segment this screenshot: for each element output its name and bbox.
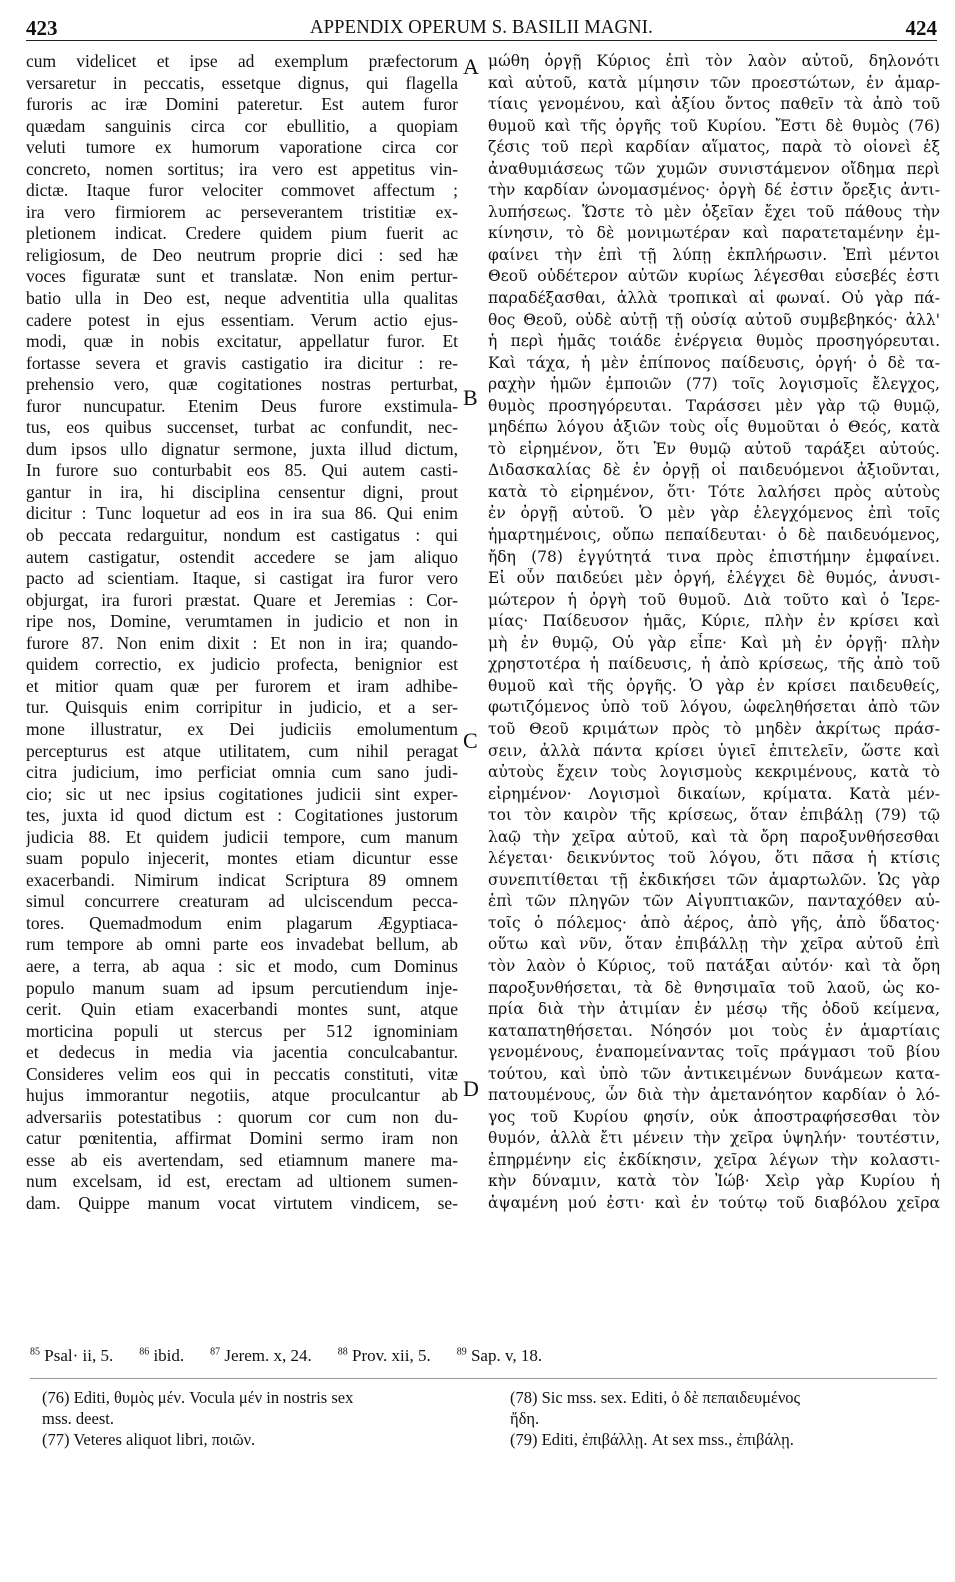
greek-text-line: τὴν καρδίαν ὠνομασμένος· ὀργὴ δέ ἐστιν ὄρεξις ἀντι- bbox=[488, 181, 940, 200]
greek-text-line: θυμόν, ἀλλὰ ἔτι μένειν τὴν χεῖρα ὑψηλήν· τουτέστιν, bbox=[488, 1129, 940, 1148]
greek-text-line: μηδέπω λόγου ἀξιῶν τοὺς οἷς θυμοῦται ὁ Θεός, κατὰ bbox=[488, 418, 940, 437]
greek-text-line: μίας· Παίδευσον ἡμᾶς, Κύριε, πλὴν ἐν κρίσει καὶ bbox=[488, 612, 940, 631]
greek-text-line: μώθη ὀργῇ Κύριος ἐπὶ τὸν λαὸν αὐτοῦ, δηλονότι bbox=[488, 52, 940, 70]
greek-text-line: τοῦ Θεοῦ κριμάτων πρὸς τὸ μηδὲν ἀκρίτως πράσ- bbox=[488, 719, 940, 738]
latin-text-line: cio; sic ut nec ipsius cogitationes judicii sint exper- bbox=[26, 783, 458, 804]
latin-text-line: versaretur in peccatis, essetque dignus, qui flagella bbox=[26, 72, 458, 93]
greek-text-line: σειν, ἀλλὰ πάντα κρίσει ὑγιεῖ ἐπιτελεῖν, ὥστε καὶ bbox=[488, 741, 940, 760]
page-number-left: 423 bbox=[26, 16, 58, 40]
greek-text-line: ἐπὶ τῶν πληγῶν τῶν Αἰγυπτιακῶν, πανταχόθεν αὐ- bbox=[488, 892, 940, 911]
latin-text-line: esse ab eis avertendam, sed etiamnum manere ma- bbox=[26, 1149, 458, 1170]
greek-text-line: μώτερον ἡ ὀργὴ τοῦ θυμοῦ. Διὰ τοῦτο καὶ ὁ Ἱερε- bbox=[488, 590, 940, 609]
greek-text-line: ζέσις τοῦ περὶ καρδίαν αἵματος, παρὰ τὸ οἱονεὶ ἐξ bbox=[488, 138, 940, 157]
reference-number: 87 bbox=[210, 1346, 221, 1358]
latin-text-line: furore 87. Non enim dixit : Et non in ira; quando- bbox=[26, 632, 458, 653]
section-marker-a: A bbox=[463, 54, 479, 79]
greek-column bbox=[488, 51, 940, 1215]
latin-text-line: modi, quæ in nobis excitatur, appellatur furor. Et bbox=[26, 331, 458, 352]
reference-text: Sap. v, 18. bbox=[466, 1346, 543, 1365]
latin-text-line: suam populo injecerit, montes etiam dicuntur esse bbox=[26, 848, 458, 869]
section-marker-c: C bbox=[463, 728, 478, 753]
greek-text-line: καταπατηθήσεται. Νόησόν μοι τοὺς ἐν ἁμαρτίαις bbox=[488, 1021, 940, 1040]
greek-text-line: τοῖς ὁ πόλεμος· ἀπὸ ἀέρος, ἀπὸ γῆς, ἀπὸ ὕδατος· bbox=[488, 913, 940, 932]
latin-text-line: gantur in ira, hi disciplina censentur digni, prout bbox=[26, 481, 458, 502]
notes-right bbox=[510, 1387, 940, 1450]
greek-text-line: πατουμένους, ὧν διὰ τὴν ἀμετανόητον καρδίαν ὁ λό- bbox=[488, 1086, 940, 1105]
greek-text-line: Διδασκαλίας δὲ ἐν ὀργῇ οἱ παιδευόμενοι ἀξιοῦνται, bbox=[488, 461, 940, 480]
reference-text: Prov. xii, 5. bbox=[347, 1346, 431, 1365]
scripture-reference bbox=[30, 1346, 113, 1365]
latin-text-line: cadere potest in ejus essentiam. Verum actio ejus- bbox=[26, 309, 458, 330]
running-title: APPENDIX OPERUM S. BASILII MAGNI. bbox=[309, 16, 654, 38]
latin-text-line: fortasse severa et gravis castigatio ira dicitur : re- bbox=[26, 352, 458, 373]
latin-text-line: veluti tumore ex humorum vaporatione circa cor bbox=[26, 137, 458, 158]
greek-text-line: Θεοῦ οὐδέτερον αὐτῶν κυρίως λέγεσθαι εὐσεβές ἐστι bbox=[488, 267, 940, 286]
section-marker-d: D bbox=[463, 1076, 479, 1101]
greek-text-line: Εἰ οὖν παιδεύει μὲν ὀργή, ἐλέγχει δὲ θυμός, ἀνυσι- bbox=[488, 569, 940, 588]
note-line: (78) Sic mss. sex. Editi, ὁ δὲ πεπαιδευμένος bbox=[510, 1388, 801, 1407]
latin-text-line: dictæ. Itaque furor velociter commovet affectum ; bbox=[26, 180, 458, 201]
greek-text-line: τὸν λαὸν ὁ Κύριος, τοῦ πατάξαι αὐτόν· καὶ τὰ ὄρη bbox=[488, 956, 940, 975]
greek-text-line: λυπήσεως. Ὥστε τὸ μὲν ὀξεῖαν ἔχει τοῦ πάθους τὴν bbox=[488, 202, 940, 221]
greek-text-line: καὶ αὐτοῦ, κατὰ μίμησιν τῶν προεστώτων, ἐν ἁμαρ- bbox=[488, 73, 940, 92]
latin-text-line: tores. Quemadmodum enim plagarum Ægyptiaca- bbox=[26, 912, 458, 933]
latin-text-line: judicia 88. Et quidem judicii tempore, cum manum bbox=[26, 826, 458, 847]
greek-text-line: Καὶ τάχα, ἡ μὲν ἐπίπονος παίδευσις, ὀργή· ὁ δὲ τα- bbox=[488, 353, 940, 372]
greek-text-line: θυμοῦ καὶ τῆς ὀργῆς. Ὁ γὰρ ἐν κρίσει παιδευθείς, bbox=[488, 676, 940, 695]
latin-text-line: ira vero firmiorem ac perseverantem tristitiæ ex- bbox=[26, 201, 458, 222]
latin-text-line: quidem correctio, ex judicio profecta, benignior est bbox=[26, 654, 458, 675]
latin-text-line: voces figuratæ sunt et translatæ. Non enim pertur- bbox=[26, 266, 458, 287]
latin-text-line: percepturus est atque utilitatem, cum nihil peragat bbox=[26, 740, 458, 761]
scripture-reference bbox=[338, 1346, 431, 1365]
latin-text-line: autem castigatur, ostendit accedere se jam aliquo bbox=[26, 546, 458, 567]
greek-text-line: μὴ ἐν θυμῷ, Οὐ γὰρ εἶπε· Καὶ μὴ ἐν ὀργῇ· πλὴν bbox=[488, 633, 940, 652]
greek-text-line: φωτιζόμενος ὑπὸ τοῦ λόγου, ὠφεληθήσεται ἀπὸ τῶν bbox=[488, 698, 940, 717]
reference-text: Jerem. x, 24. bbox=[220, 1346, 312, 1365]
greek-text-line: ἁψαμένη μού ἐστι· καὶ ἐν τούτῳ τοῦ διαβόλου χεῖρα bbox=[488, 1193, 940, 1212]
reference-number: 86 bbox=[139, 1346, 150, 1358]
greek-text-line: τίαις γενομένου, καὶ ἀξίου ὄντος παθεῖν τὰ ἀπὸ τοῦ bbox=[488, 95, 940, 114]
greek-text-line: ἤδη (78) ἐγγύτητά τινα πρὸς ἐπιστήμην ἐμφαίνει. bbox=[488, 547, 940, 566]
greek-text-line: ἡ περὶ ἡμᾶς τοιάδε ἐνέργεια θυμὸς προσηγόρευται. bbox=[488, 332, 940, 351]
greek-text-line: λέγεται· δεικνύντος τοῦ λόγου, ὅτι πᾶσα ἡ κτίσις bbox=[488, 849, 940, 868]
greek-text-line: λαῷ τὴν χεῖρα αὐτοῦ, καὶ τὰ ὄρη παροξυνθήσεσθαι bbox=[488, 827, 940, 846]
latin-text-line: pletionem indicat. Credere quidem pium fuerit ac bbox=[26, 223, 458, 244]
greek-text-line: τούτου, καὶ ὑπὸ τῶν ἀντικειμένων δυνάμεων κατα- bbox=[488, 1064, 940, 1083]
reference-number: 85 bbox=[30, 1346, 40, 1358]
scripture-reference bbox=[139, 1346, 184, 1365]
greek-text-line: θυμὸς προσηγόρευται. Ταράσσει μὲν γὰρ τῷ θυμῷ, bbox=[488, 396, 940, 415]
latin-text-line: citra judicium, imo perficiat omnia cum sano judi- bbox=[26, 762, 458, 783]
latin-text-line: concreto, nomen sortitus; ira vero est appetitus vin- bbox=[26, 158, 458, 179]
latin-text-line: ob peccata redarguitur, nondum est castigatus : qui bbox=[26, 525, 458, 546]
latin-text-line: quædam sanguinis circa cor ebullitio, a quopiam bbox=[26, 115, 458, 136]
greek-text-line: ἀναθυμιάσεως τῶν χυμῶν συνιστάμενον οἴδημα περὶ bbox=[488, 159, 940, 178]
greek-text-line: πρία διὰ τὴν ἀτιμίαν ἐν μέσῳ τῆς ὁδοῦ κείμενα, bbox=[488, 1000, 940, 1019]
notes-left bbox=[42, 1387, 480, 1450]
scripture-references bbox=[30, 1346, 937, 1366]
latin-text-line: et dedecus in media via jacentia conculcabantur. bbox=[26, 1042, 458, 1063]
latin-text-line: furoris ac iræ Domini pateretur. Est autem furor bbox=[26, 94, 458, 115]
latin-text-line: adversariis potestatibus : quorum cor cum non du- bbox=[26, 1106, 458, 1127]
reference-text: Psal· ii, 5. bbox=[40, 1346, 114, 1365]
latin-text-line: num excelsam, id est, erectam ad ultionem sumen- bbox=[26, 1171, 458, 1192]
greek-text-line: θυμοῦ καὶ τῆς ὀργῆς τοῦ Κυρίου. Ἔστι δὲ θυμὸς (76) bbox=[488, 116, 940, 135]
latin-text-line: mone illustratur, ex Dei judiciis emolumentum bbox=[26, 718, 458, 739]
greek-text-line: κατὰ τὸ εἰρημένον, ὅτι· Τότε λαλήσει πρὸς αὐτοὺς bbox=[488, 482, 940, 501]
greek-text-line: ραχὴν ἡμῶν ἐμποιῶν (77) τοῖς λογισμοῖς ἔλεγχος, bbox=[488, 375, 940, 394]
greek-text-line: κὴν δύναμιν, κατὰ τὸν Ἰώβ· Χεὶρ γὰρ Κυρίου ἡ bbox=[488, 1172, 940, 1191]
latin-text-line: simul concurrere creaturam ad ulciscendum pecca- bbox=[26, 891, 458, 912]
reference-text: ibid. bbox=[149, 1346, 185, 1365]
latin-text-line: hujus immorantur negotiis, atque proculcantur ab bbox=[26, 1085, 458, 1106]
latin-text-line: tes, juxta id quod dictum est : Cogitationes justorum bbox=[26, 805, 458, 826]
latin-text-line: cerit. Quin etiam exacerbandi montes sunt, atque bbox=[26, 999, 458, 1020]
greek-text-line: κίνησιν, τὸ δὲ μονιμωτέραν καὶ παρατεταμένην ἐμ- bbox=[488, 224, 940, 243]
reference-number: 88 bbox=[337, 1346, 348, 1358]
latin-text-line: dum ipsos ullo dignatur sermone, juxta illud dictum, bbox=[26, 438, 458, 459]
latin-text-line: aere, a terra, ab aqua : sic et modo, cum Dominus bbox=[26, 955, 458, 976]
note-line: mss. deest. bbox=[42, 1409, 114, 1428]
note-line: (77) Veteres aliquot libri, ποιῶν. bbox=[42, 1430, 256, 1449]
latin-text-line: batio ulla in Deo est, neque adventitia ulla qualitas bbox=[26, 288, 458, 309]
reference-number: 89 bbox=[456, 1346, 467, 1358]
latin-text-line: Consideres velim eos qui in peccatis constituti, vitæ bbox=[26, 1063, 458, 1084]
latin-text-line: tus, eos quibus succenset, turbat ac confundit, nec- bbox=[26, 417, 458, 438]
latin-text-line: dam. Quippe manum vocat virtutem vindicem, se- bbox=[26, 1192, 458, 1213]
greek-text-line: χρηστοτέρα ἡ παίδευσις, ἡ ἀπὸ κρίσεως, τῆς ἀπὸ τοῦ bbox=[488, 655, 940, 674]
scripture-reference bbox=[210, 1346, 312, 1365]
greek-text-line: γενομένους, ἐναπομείναντας τοῖς πράγμασι τοῦ βίου bbox=[488, 1043, 940, 1062]
greek-text-line: αὐτοὺς ἔχειν τοὺς λογισμοὺς κεκριμένους, κατὰ τὸ bbox=[488, 763, 940, 782]
greek-text-line: ἐπηρμένην εἰς ἐκδίκησιν, χεῖρα λέγων τὴν κολαστι- bbox=[488, 1150, 940, 1169]
note-line: (79) Editi, ἐπιβάλλῃ. At sex mss., ἐπιβάλῃ. bbox=[510, 1430, 794, 1449]
greek-text-line: γος τοῦ Κυρίου φησίν, οὐκ ἀποστραφήσεσθαι τὸν bbox=[488, 1107, 940, 1126]
scripture-reference bbox=[457, 1346, 542, 1365]
latin-text-line: populo manum suam ad ipsum percutiendum inje- bbox=[26, 977, 458, 998]
section-marker-b: B bbox=[463, 385, 478, 410]
greek-text-line: τὸ εἰρημένον, ὅτι Ἐν θυμῷ αὐτοῦ ταράξει αὐτούς. bbox=[488, 439, 940, 458]
latin-text-line: cum videlicet et ipse ad exemplum præfectorum bbox=[26, 51, 458, 71]
greek-text-line: εἰρημένον· Λογισμοὶ δικαίων, κρίματα. Κατὰ μέν- bbox=[488, 784, 940, 803]
latin-text-line: catur pœnitentia, affirmat Domini sermo iram non bbox=[26, 1128, 458, 1149]
greek-text-line: τοι τὸν καιρὸν τῆς κρίσεως, ὅταν ἐπιβάλῃ (79) τῷ bbox=[488, 806, 940, 825]
greek-text-line: θος Θεοῦ, οὐδὲ αὐτῇ τῇ οὐσίᾳ αὐτοῦ συμβεβηκός· ἀλλ' bbox=[488, 310, 940, 329]
greek-text-line: οὕτω καὶ νῦν, ὅταν ἐπιβάλλῃ τὴν χεῖρα αὐτοῦ ἐπὶ bbox=[488, 935, 940, 954]
latin-column bbox=[26, 51, 458, 1215]
greek-text-line: συνεπιτίθεται τῇ ἐκδικήσει τῶν ἁμαρτωλῶν. Ὡς γὰρ bbox=[488, 870, 940, 889]
latin-text-line: pacto ad scientiam. Itaque, si castigat ira furor vero bbox=[26, 568, 458, 589]
latin-text-line: ripe nos, Domine, verumtamen in judicio et non in bbox=[26, 611, 458, 632]
latin-text-line: religiosum, de Deo neutrum proprie dici : sed hæ bbox=[26, 244, 458, 265]
greek-text-line: παραδέξασθαι, ἀλλὰ τροπικαὶ αἱ φωναί. Οὐ γὰρ πά- bbox=[488, 289, 940, 308]
page-number-right: 424 bbox=[905, 16, 937, 40]
greek-text-line: φαίνει τὴν ἐπὶ τῇ λύπῃ ἐκπλήρωσιν. Ἐπὶ μέντοι bbox=[488, 245, 940, 264]
latin-text-line: morticina populi ut stercus per 512 ignominiam bbox=[26, 1020, 458, 1041]
latin-text-line: tur. Quisquis enim corripitur in judicio, et a ser- bbox=[26, 697, 458, 718]
latin-text-line: et mitior quam quæ per furorem et iram adhibe- bbox=[26, 675, 458, 696]
latin-text-line: prehensio vero, quæ cogitationes nostras perturbat, bbox=[26, 374, 458, 395]
note-line: (76) Editi, θυμὸς μέν. Vocula μέν in nostris sex bbox=[42, 1388, 354, 1407]
latin-text-line: rum tempore ab omni parte eos invadebat bellum, ab bbox=[26, 934, 458, 955]
greek-text-line: ἡμαρτημένοις, οὔπω πεπαίδευται· ὁ δὲ παιδευόμενος, bbox=[488, 526, 940, 545]
notes-rule bbox=[30, 1378, 937, 1379]
latin-text-line: dicitur : Tunc loquetur ad eos in ira sua 86. Qui enim bbox=[26, 503, 458, 524]
latin-text-line: exacerbandi. Nimirum indicat Scriptura 89 omnem bbox=[26, 869, 458, 890]
latin-text-line: In furore suo conturbabit eos 85. Qui autem casti- bbox=[26, 460, 458, 481]
greek-text-line: ἐν ὀργῇ αὐτοῦ. Ὁ μὲν γὰρ ἐλεγχόμενος ἐπὶ τοῖς bbox=[488, 504, 940, 523]
greek-text-line: παροξυνθήσεται, τὰ δὲ θνησιμαῖα τοῦ λαοῦ, ὡς κο- bbox=[488, 978, 940, 997]
header-rule bbox=[26, 40, 937, 41]
latin-text-line: furor nuncupatur. Etenim Deus furore exstimula- bbox=[26, 395, 458, 416]
note-line: ἤδη. bbox=[510, 1409, 540, 1428]
latin-text-line: objurgat, ira furori præstat. Quare et Jeremias : Cor- bbox=[26, 589, 458, 610]
